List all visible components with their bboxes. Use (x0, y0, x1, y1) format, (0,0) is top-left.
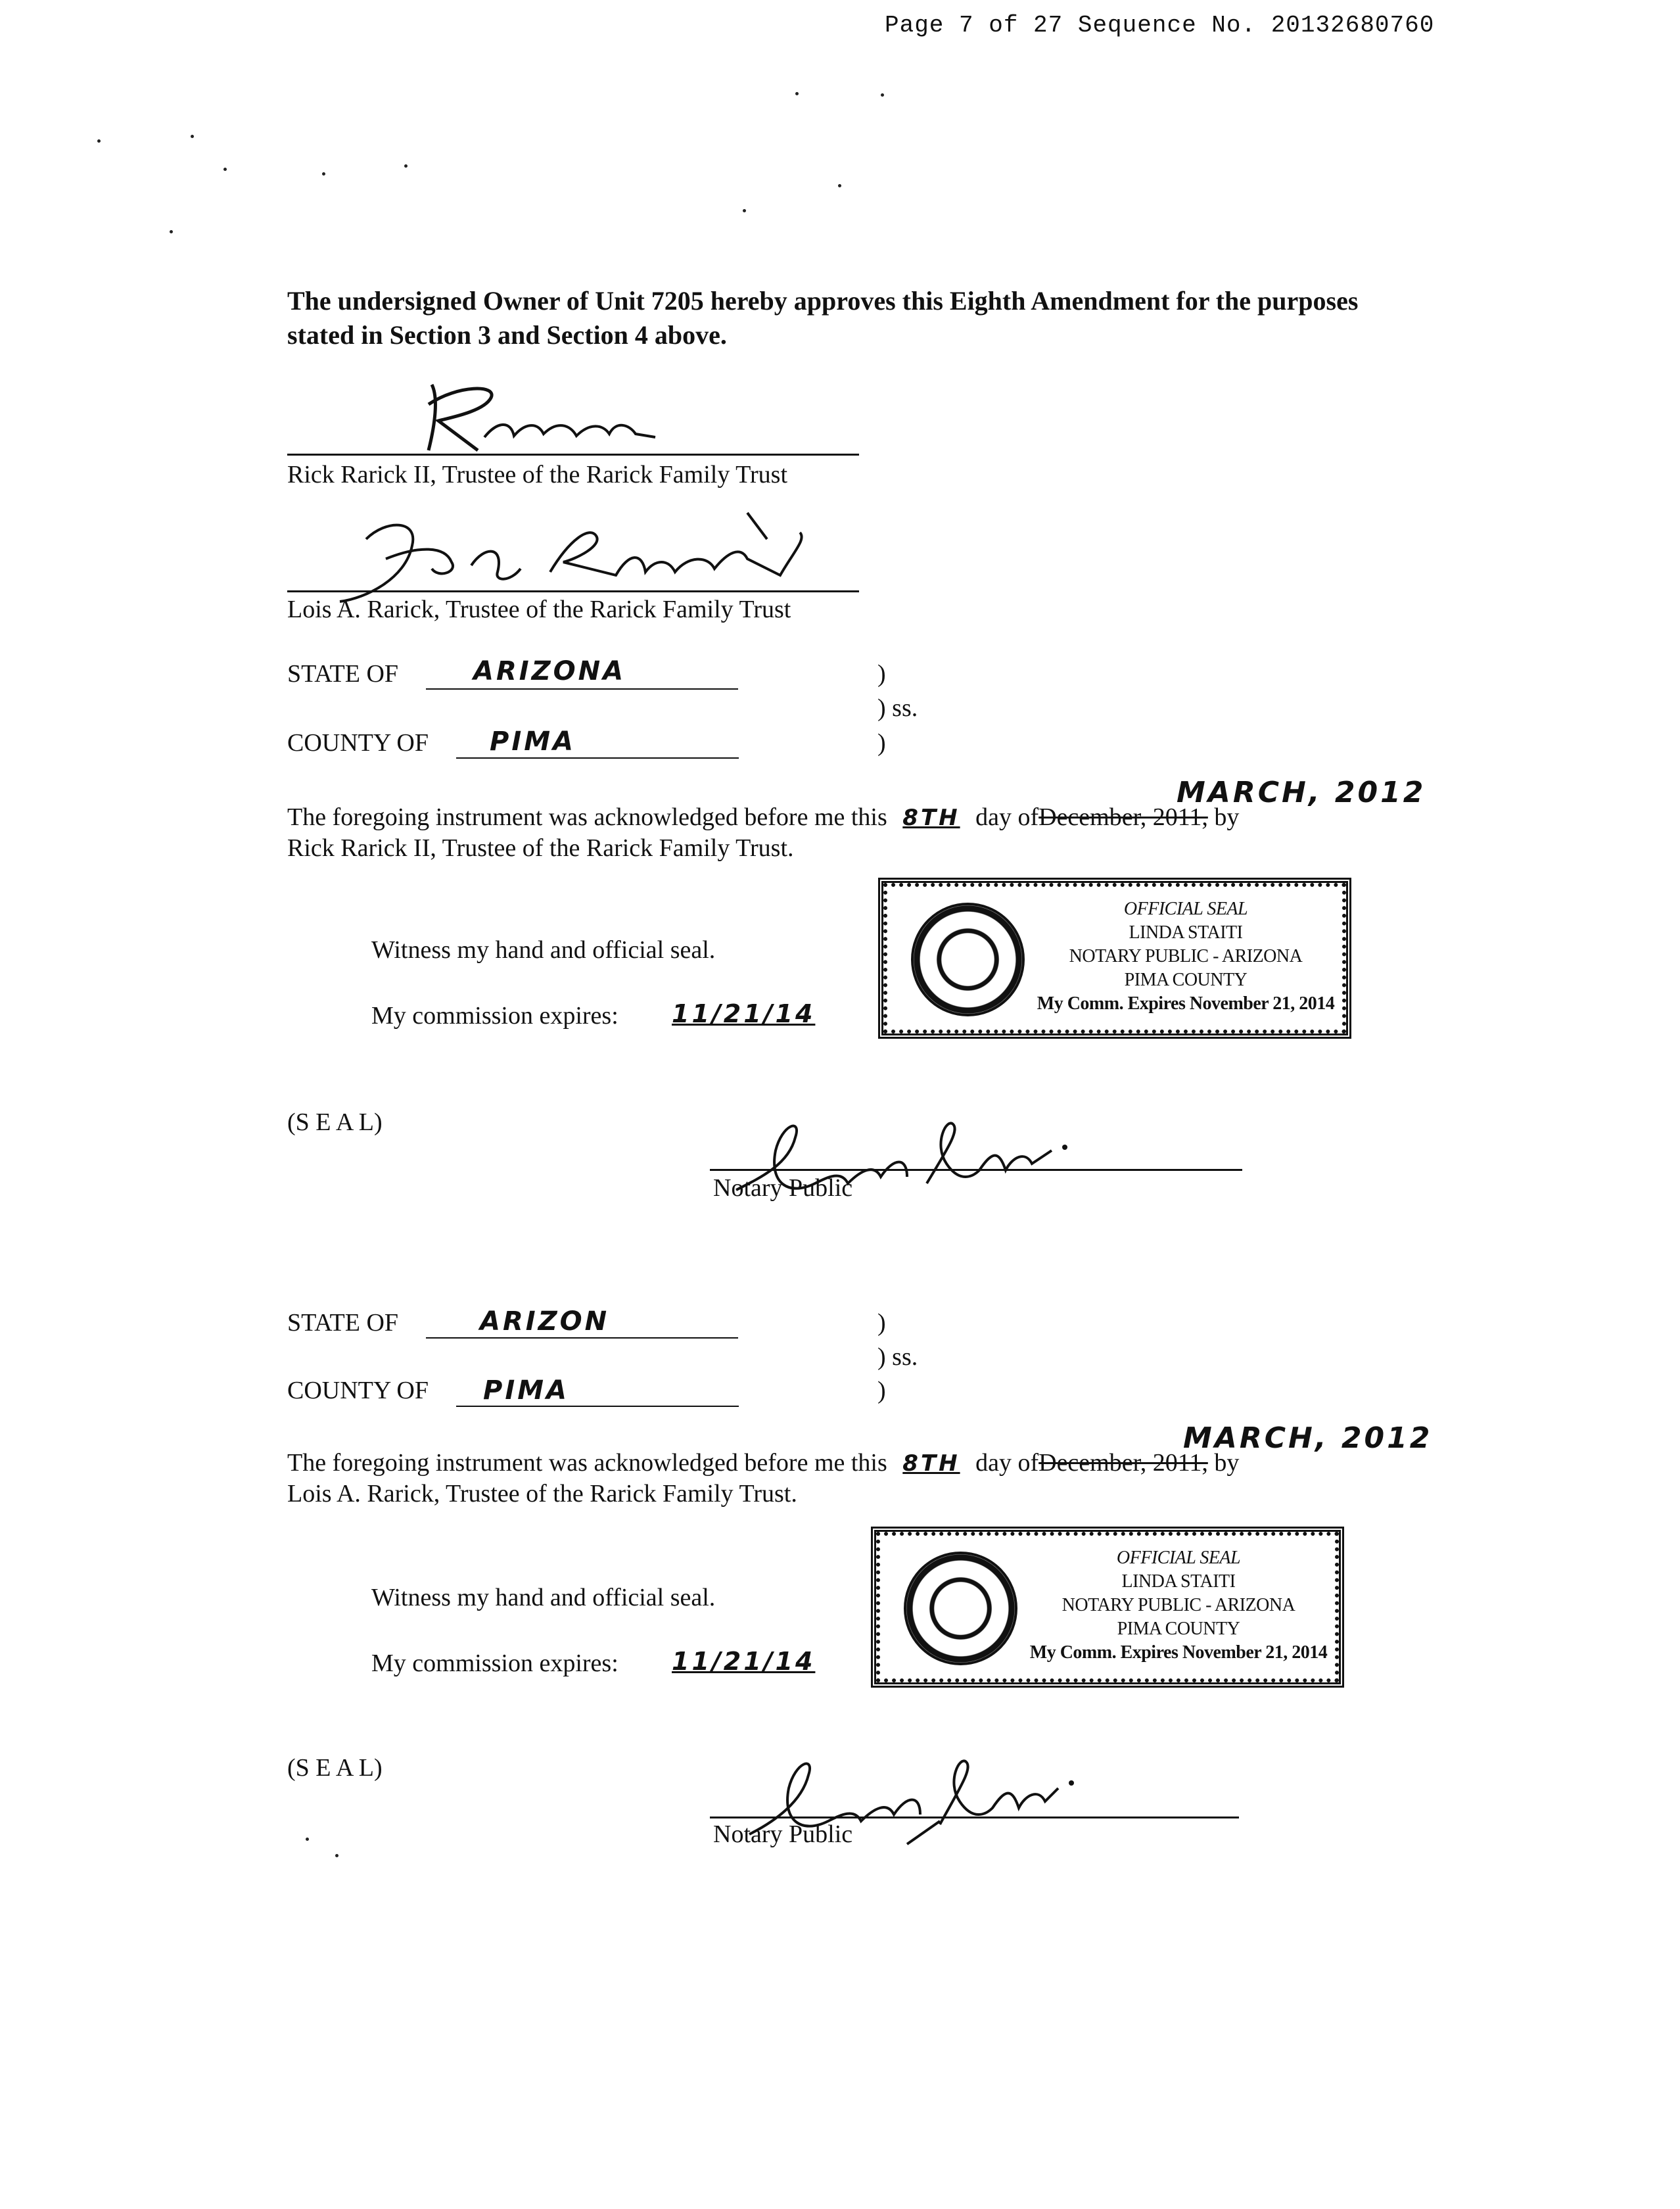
state-value: ARIZON (480, 1306, 610, 1337)
scan-speck (322, 172, 325, 176)
stamp-line5: My Comm. Expires November 21, 2014 (1037, 993, 1335, 1014)
scan-speck (795, 92, 799, 95)
signature-line (710, 1169, 1242, 1171)
ack-struck-date: December, 2011, (1038, 803, 1208, 831)
stamp-line3: NOTARY PUBLIC - ARIZONA (1062, 1595, 1295, 1615)
page-sequence-header: Page 7 of 27 Sequence No. 20132680760 (885, 12, 1435, 39)
notary-caption: Notary Public (713, 1174, 853, 1202)
witness-text: Witness my hand and official seal. (371, 936, 716, 964)
commission-label: My commission expires: (371, 1002, 618, 1030)
stamp-line3: NOTARY PUBLIC - ARIZONA (1069, 946, 1303, 966)
scan-speck (306, 1838, 309, 1841)
signer-caption: Rick Rarick II, Trustee of the Rarick Family Trust (287, 461, 788, 488)
commission-value: 11/21/14 (672, 999, 816, 1028)
ack-day: 8TH (902, 1450, 960, 1477)
acknowledgment-text (287, 801, 1418, 834)
stamp-line4: PIMA COUNTY (1117, 1619, 1240, 1639)
signature-lois-rarick (287, 500, 866, 605)
scan-speck (743, 209, 746, 212)
stamp-line4: PIMA COUNTY (1124, 970, 1248, 990)
stamp-line1: OFFICIAL SEAL (1116, 1548, 1241, 1568)
state-label: STATE OF (287, 660, 399, 688)
paren: ) (877, 729, 886, 757)
county-label: COUNTY OF (287, 729, 429, 757)
acknowledgment-text (287, 1446, 1418, 1480)
paren: ) (877, 1377, 886, 1404)
scan-speck (881, 93, 884, 97)
seal-word: (S E A L) (287, 1108, 383, 1136)
scan-speck (404, 164, 408, 168)
ack-struck-date: December, 2011, (1038, 1449, 1208, 1477)
ack-prefix: The foregoing instrument was acknowledged before me this (287, 803, 887, 831)
ack-name: Lois A. Rarick, Trustee of the Rarick Family Trust. (287, 1480, 797, 1508)
ack-name: Rick Rarick II, Trustee of the Rarick Family Trust. (287, 834, 794, 862)
state-value: ARIZONA (473, 656, 626, 686)
scan-speck (97, 139, 101, 143)
state-label: STATE OF (287, 1309, 399, 1337)
scan-speck (191, 135, 194, 138)
ss-marker: ) ss. (877, 694, 918, 722)
county-value: PIMA (490, 726, 576, 757)
fill-line (426, 688, 738, 690)
approval-statement: The undersigned Owner of Unit 7205 hereby approves this Eighth Amendment for the purposes stated in Section 3 and Section 4 above. (287, 286, 1359, 350)
fill-line (426, 1337, 738, 1339)
state-seal-emblem (904, 1552, 1017, 1665)
commission-value: 11/21/14 (672, 1647, 816, 1676)
county-label: COUNTY OF (287, 1377, 429, 1404)
handwritten-date: MARCH, 2012 (1183, 1421, 1433, 1455)
stamp-line1: OFFICIAL SEAL (1123, 899, 1248, 919)
signature-line (287, 454, 859, 456)
fill-line (456, 757, 739, 759)
scan-speck (335, 1854, 338, 1857)
ack-suffix: by (1214, 803, 1240, 831)
scan-speck (838, 184, 841, 187)
signature-line (287, 590, 859, 592)
signature-rick-rarick (287, 358, 866, 457)
notary-caption: Notary Public (713, 1820, 853, 1848)
ack-mid: day of (975, 803, 1039, 831)
ack-prefix: The foregoing instrument was acknowledged before me this (287, 1449, 887, 1477)
commission-label: My commission expires: (371, 1650, 618, 1677)
handwritten-date: MARCH, 2012 (1177, 776, 1426, 809)
fill-line (456, 1406, 739, 1407)
notary-stamp (878, 878, 1351, 1039)
county-value: PIMA (483, 1375, 569, 1406)
notary-stamp (871, 1527, 1344, 1688)
seal-word: (S E A L) (287, 1754, 383, 1782)
ss-marker: ) ss. (877, 1343, 918, 1371)
scan-speck (223, 168, 227, 171)
signature-line (710, 1817, 1239, 1818)
ack-mid: day of (975, 1449, 1039, 1477)
paren: ) (877, 1309, 886, 1337)
paren: ) (877, 660, 886, 688)
stamp-line2: LINDA STAITI (1129, 922, 1243, 943)
witness-text: Witness my hand and official seal. (371, 1584, 716, 1611)
stamp-line2: LINDA STAITI (1121, 1571, 1236, 1592)
scan-speck (170, 230, 173, 233)
ack-suffix: by (1214, 1449, 1240, 1477)
ack-day: 8TH (902, 805, 960, 831)
stamp-line5: My Comm. Expires November 21, 2014 (1029, 1642, 1328, 1663)
signer-caption: Lois A. Rarick, Trustee of the Rarick Family Trust (287, 596, 791, 623)
state-seal-emblem (911, 903, 1025, 1016)
